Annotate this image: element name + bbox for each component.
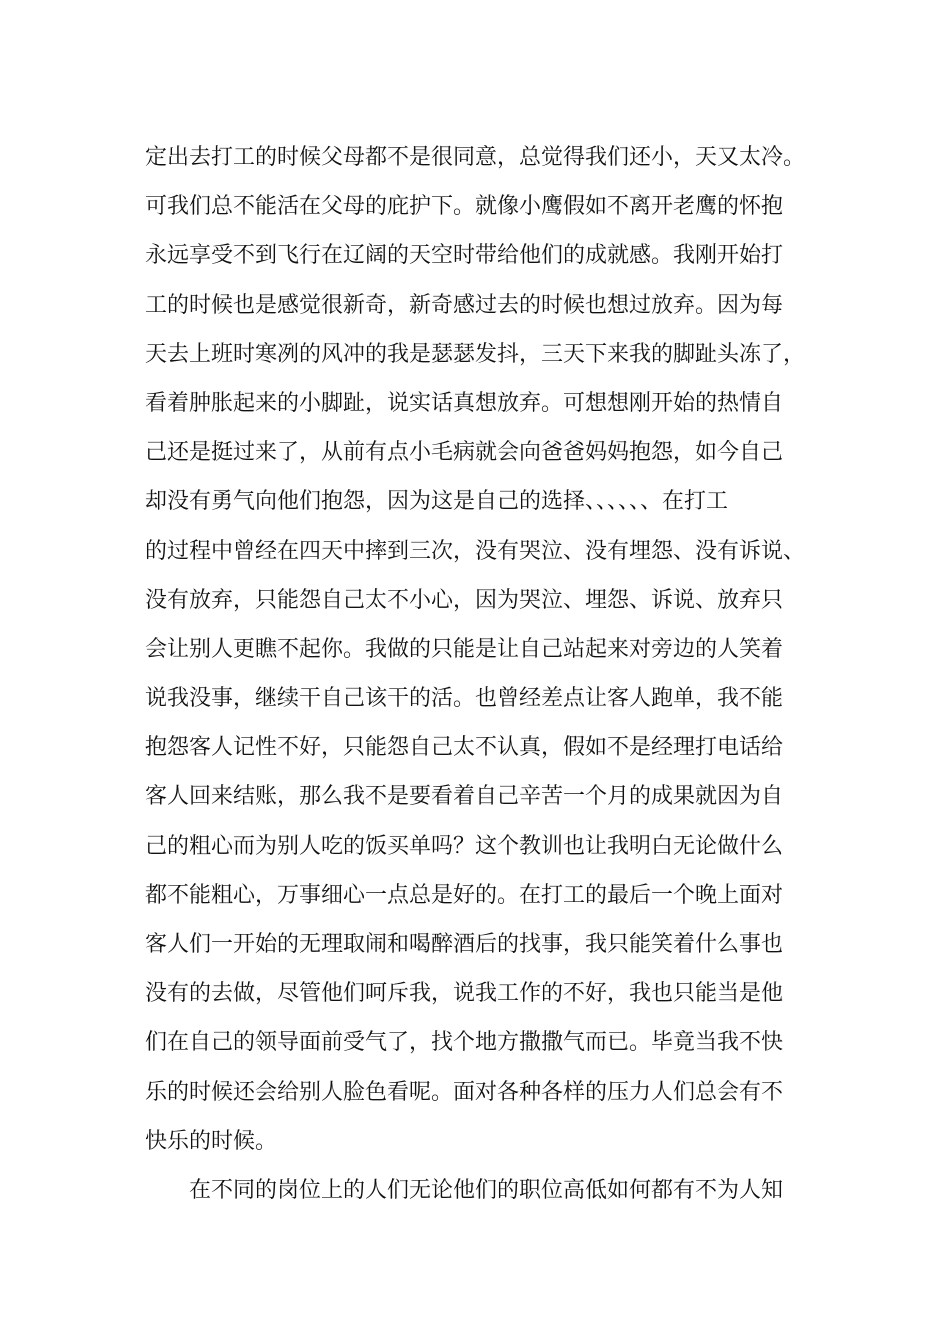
text-line: 看着肿胀起来的小脚趾，说实话真想放弃。可想想刚开始的热情自 [145, 390, 784, 416]
text-line: 己还是挺过来了，从前有点小毛病就会向爸爸妈妈抱怨，如今自己 [145, 440, 784, 466]
text-line: 定出去打工的时候父母都不是很同意，总觉得我们还小，天又太冷。 [145, 145, 806, 170]
text-line: 都不能粗心，万事细心一点总是好的。在打工的最后一个晚上面对 [145, 882, 784, 908]
text-line: 们在自己的领导面前受气了，找个地方撒撒气而已。毕竟当我不快 [145, 1030, 784, 1056]
text-line: 没有的去做，尽管他们呵斥我，说我工作的不好，我也只能当是他 [145, 981, 784, 1007]
text-line: 没有放弃，只能怨自己太不小心，因为哭泣、埋怨、诉说、放弃只 [145, 587, 784, 613]
text-line: 永远享受不到飞行在辽阔的天空时带给他们的成就感。我刚开始打 [145, 243, 784, 269]
text-line: 可我们总不能活在父母的庇护下。就像小鹰假如不离开老鹰的怀抱 [145, 194, 784, 220]
text-line: 工的时候也是感觉很新奇，新奇感过去的时候也想过放弃。因为每 [145, 292, 784, 318]
text-line: 会让别人更瞧不起你。我做的只能是让自己站起来对旁边的人笑着 [145, 636, 784, 662]
text-line: 说我没事，继续干自己该干的活。也曾经差点让客人跑单，我不能 [145, 686, 784, 712]
text-line: 客人们一开始的无理取闹和喝醉酒后的找事，我只能笑着什么事也 [145, 932, 784, 957]
text-line: 在不同的岗位上的人们无论他们的职位高低如何都有不为人知 [189, 1177, 784, 1203]
text-line: 天去上班时寒冽的风冲的我是瑟瑟发抖，三天下来我的脚趾头冻了， [145, 341, 806, 367]
text-line: 的过程中曾经在四天中摔到三次，没有哭泣、没有埋怨、没有诉说、 [145, 538, 806, 564]
paragraph [145, 1166, 845, 1215]
paragraph [145, 133, 845, 1166]
document-body [145, 133, 845, 1215]
text-line: 己的粗心而为别人吃的饭买单吗？这个教训也让我明白无论做什么 [145, 833, 784, 859]
text-line: 乐的时候还会给别人脸色看呢。面对各种各样的压力人们总会有不 [145, 1079, 784, 1105]
text-line: 客人回来结账，那么我不是要看着自己辛苦一个月的成果就因为自 [145, 784, 784, 810]
text-line: 快乐的时候。 [145, 1128, 278, 1154]
text-line: 却没有勇气向他们抱怨，因为这是自己的选择、、、、、、在打工 [145, 489, 729, 515]
text-line: 抱怨客人记性不好，只能怨自己太不认真，假如不是经理打电话给 [145, 735, 784, 761]
